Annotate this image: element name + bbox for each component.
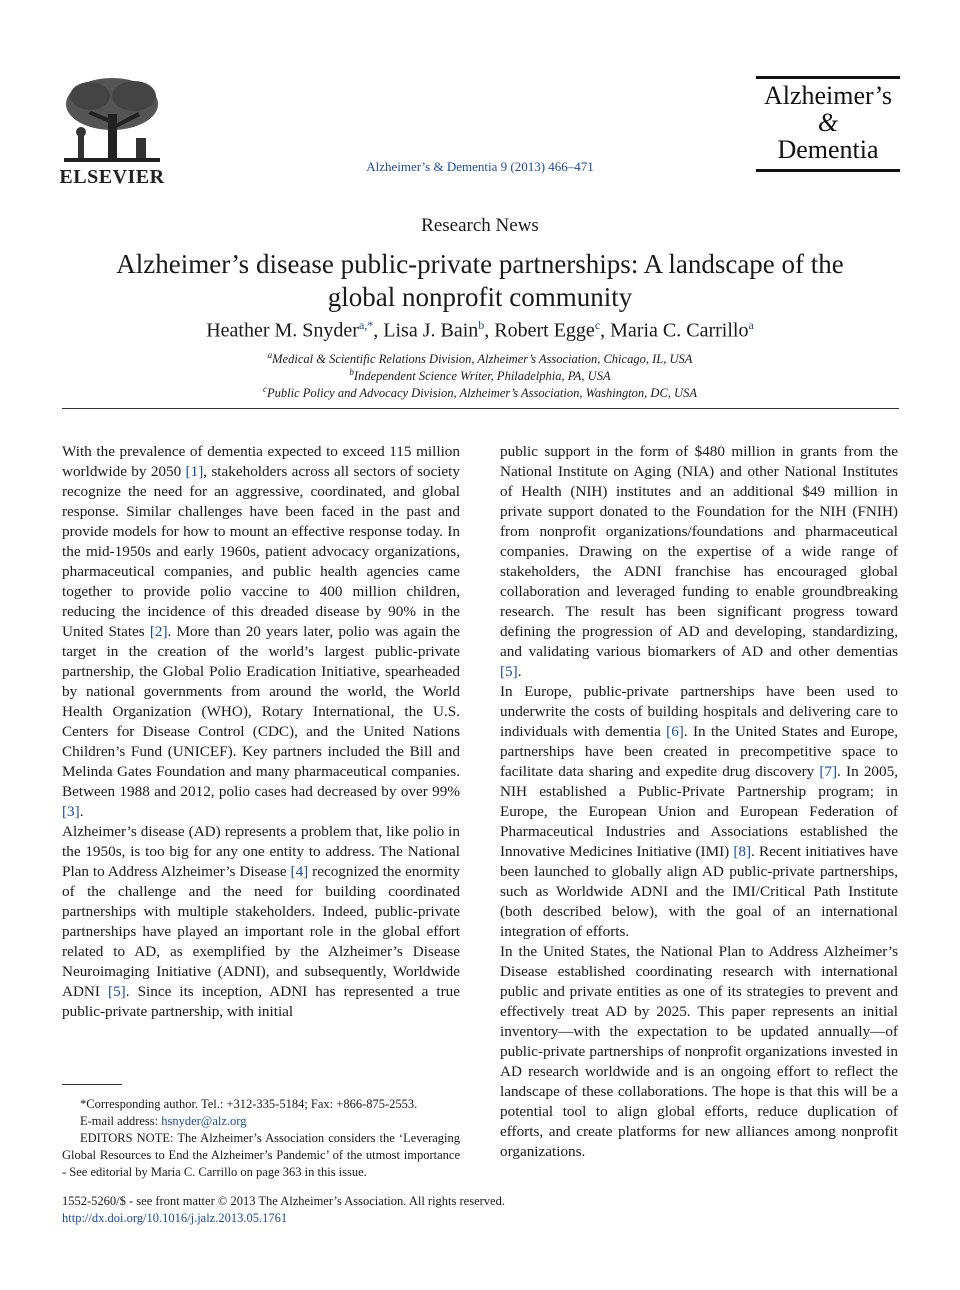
author-name: Maria C. Carrillo [610,319,749,342]
author-name: Lisa J. Bain [383,319,479,342]
header-divider [62,408,899,409]
journal-logo-line-1: Alzheimer’s [763,81,893,110]
email-link[interactable]: hsnyder@alz.org [161,1114,247,1128]
doi-link[interactable]: http://dx.doi.org/10.1016/j.jalz.2013.05.1761 [62,1211,288,1225]
footnotes [62,1096,460,1181]
citation-reference-link[interactable]: [5] [108,983,126,1000]
journal-logo [756,76,900,172]
author-affiliation-marker[interactable]: a [748,318,754,332]
journal-logo-line-2: & [817,108,839,137]
author-list: Heather M. Snyder$^{a,*}$, Lisa J. Bain$^b$, Robert Egge$^c$, Maria C. Carrillo$^a$ [206,318,754,342]
author-affiliation-marker[interactable]: a,* [358,318,374,332]
affiliation [80,367,880,384]
journal-citation-link[interactable]: Alzheimer’s & Dementia 9 (2013) 466–471 [366,159,594,174]
article-title: Alzheimer’s disease public-private partnerships: A landscape of the global nonprofit community [116,249,844,312]
footnote-divider [62,1084,122,1085]
author-name: Heather M. Snyder [206,319,359,342]
body-paragraph: With the prevalence of dementia expected to exceed 115 million worldwide by 2050 [1], stakeholders across all sectors of society recognize the need for an aggressive, coordinated, and global response. Similar challenges have been faced in the past and provide models for how to mount an effective response today. In the mid-1950s and early 1960s, patient advocacy organizations, pharmaceutical companies, and public health agencies came together to provide polio vaccine to 400 million children, reducing the incidence of this dreaded disease by 90% in the United States [2]. More than 20 years later, polio was again the target in the creation of the world’s largest public-private partnership, the Global Polio Eradication Initiative, spearheaded by national governments from around the world, the World Health Organization (WHO), Rotary International, the U.S. Centers for Disease Control (CDC), and the United Nations Children’s Fund (UNICEF). Key partners included the Bill and Melinda Gates Foundation and many pharmaceutical companies. Between 1988 and 2012, polio cases had decreased by over 99% [3]. [62,443,460,820]
author-affiliation-marker[interactable]: c [594,318,601,332]
citation-reference-link[interactable]: [3] [62,803,80,820]
editors-note: EDITORS NOTE: The Alzheimer’s Association considers the ‘Leveraging Global Resources to End the Alzheimer’s Pandemic’ of the utmost importance - See editorial by Maria C. Carrillo on page 363 in this issue. [62,1131,460,1179]
affiliation [80,384,880,401]
body-column-right [500,442,898,1162]
email-note [62,1113,460,1130]
body-paragraph: In Europe, public-private partnerships have been used to underwrite the costs of building hospitals and delivering care to individuals with dementia [6]. In the United States and Europe, partnerships have been created in precompetitive space to facilitate data sharing and expedite drug discovery [7]. In 2005, NIH established a Public-Private Partnership program; in Europe, the European Union and European Federation of Pharmaceutical Industries and Associations established the Innovative Medicines Initiative (IMI) [8]. Recent initiatives have been launched to globally align AD public-private partnerships, such as Worldwide ADNI and the IMI/Critical Path Institute (both described below), with the goal of an international integration of efforts. [500,683,898,940]
body-paragraph: Alzheimer’s disease (AD) represents a problem that, like polio in the 1950s, is too big for any one entity to address. The National Plan to Address Alzheimer’s Disease [4] recognized the enormity of the challenge and the need for building coordinated partnerships with multiple stakeholders. Indeed, public-private partnerships have played an important role in the global effort related to AD, as exemplified by the Alzheimer’s Disease Neuroimaging Initiative (ADNI), and subsequently, Worldwide ADNI [5]. Since its inception, ADNI has represented a true public-private partnership, with initial [62,823,460,1020]
body-paragraph: public support in the form of $480 million in grants from the National Institute on Aging (NIA) and other National Institutes of Health (NIH) institutes and an additional $49 million in private support donated to the Foundation for the NIH (FNIH) from nonprofit organizations/foundations and pharmaceutical companies. Drawing on the expertise of a wide range of stakeholders, the ADNI franchise has encouraged global collaboration and leveraged funding to enable groundbreaking research. The result has been significant progress toward defining the progression of AD and developing, standardizing, and validating various biomarkers of AD and other dementias [5]. [500,443,898,680]
affiliation-marker: b [349,367,354,377]
affiliation-text: Independent Science Writer, Philadelphia, PA, USA [353,369,611,384]
citation-reference-link[interactable]: [8] [733,843,752,860]
body-paragraph: In the United States, the National Plan to Address Alzheimer’s Disease established coordinating research with international public and private entities as one of its strategies to prevent and effectively treat AD by 2025. This paper represents an initial inventory—with the expectation to be updated annually—of public-private partnerships of nonprofit organizations invested in AD research worldwide and is an ongoing effort to reflect the landscape of these collaborations. The hope is that this will be a potential tool to align global efforts, reduce duplication of efforts, and create platforms for new alliances among nonprofit organizations. [500,943,898,1160]
author-name: Robert Egge [494,319,595,342]
citation-reference-link[interactable]: [7] [819,763,838,780]
affiliation-text: Public Policy and Advocacy Division, Alzheimer’s Association, Washington, DC, USA [267,386,697,401]
journal-logo-line-3: Dementia [777,135,879,164]
copyright-line: 1552-5260/$ - see front matter © 2013 The Alzheimer’s Association. All rights reserved. [62,1194,505,1208]
affiliation [80,350,880,367]
citation-reference-link[interactable]: [4] [290,863,309,880]
affiliation-marker: a [267,350,273,360]
author-affiliation-marker[interactable]: b [478,318,485,332]
citation-reference-link[interactable]: [6] [666,723,684,740]
citation-reference-link[interactable]: [1] [185,463,204,480]
logo-rule-bottom [756,169,900,172]
affiliation-text: Medical & Scientific Relations Division, Alzheimer’s Association, Chicago, IL, USA [272,352,693,367]
logo-rule-top [756,76,900,79]
corresponding-author-note: *Corresponding author. Tel.: +312-335-5184; Fax: +866-875-2553. [80,1097,418,1111]
section-label: Research News [421,215,539,236]
affiliation-marker: c [263,384,268,394]
citation-reference-link[interactable]: [5] [500,663,518,680]
citation-reference-link[interactable]: [2] [149,623,168,640]
body-column-left [62,442,460,1022]
email-label: E-mail address: [80,1114,162,1128]
publisher-name: ELSEVIER [59,166,165,188]
